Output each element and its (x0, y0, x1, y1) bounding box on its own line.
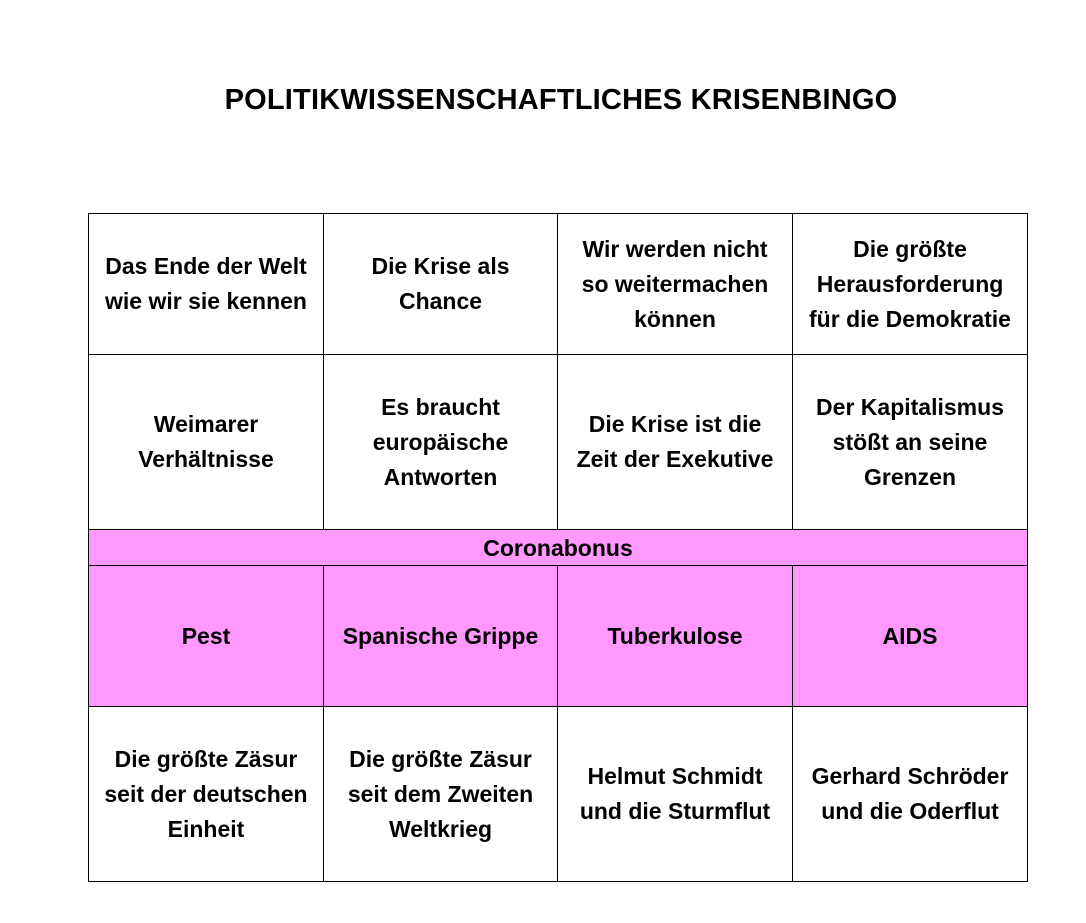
table-row (89, 707, 1028, 882)
bingo-cell: Gerhard Schröder und die Oderflut (793, 707, 1028, 882)
bonus-cell: AIDS (793, 566, 1028, 707)
bonus-row (89, 566, 1028, 707)
bonus-header: Coronabonus (89, 530, 1028, 566)
bingo-cell: Helmut Schmidt und die Sturmflut (558, 707, 793, 882)
bingo-cell: Die größte Zäsur seit dem Zweiten Weltkrieg (324, 707, 558, 882)
bingo-cell: Die Krise als Chance (324, 214, 558, 355)
bonus-cell: Pest (89, 566, 324, 707)
bingo-cell: Die Krise ist die Zeit der Exekutive (558, 355, 793, 530)
table-row (89, 214, 1028, 355)
bonus-cell: Spanische Grippe (324, 566, 558, 707)
bonus-header-row (89, 530, 1028, 566)
bingo-cell: Es braucht europäische Antworten (324, 355, 558, 530)
bingo-table (88, 213, 1028, 882)
bingo-cell: Die größte Herausforderung für die Demokratie (793, 214, 1028, 355)
bingo-cell: Weimarer Verhältnisse (89, 355, 324, 530)
bonus-cell: Tuberkulose (558, 566, 793, 707)
bingo-cell: Wir werden nicht so weitermachen können (558, 214, 793, 355)
bingo-cell: Das Ende der Welt wie wir sie kennen (89, 214, 324, 355)
page-title: POLITIKWISSENSCHAFTLICHES KRISENBINGO (224, 84, 898, 116)
bingo-cell: Die größte Zäsur seit der deutschen Einheit (89, 707, 324, 882)
bingo-cell: Der Kapitalismus stößt an seine Grenzen (793, 355, 1028, 530)
table-row (89, 355, 1028, 530)
